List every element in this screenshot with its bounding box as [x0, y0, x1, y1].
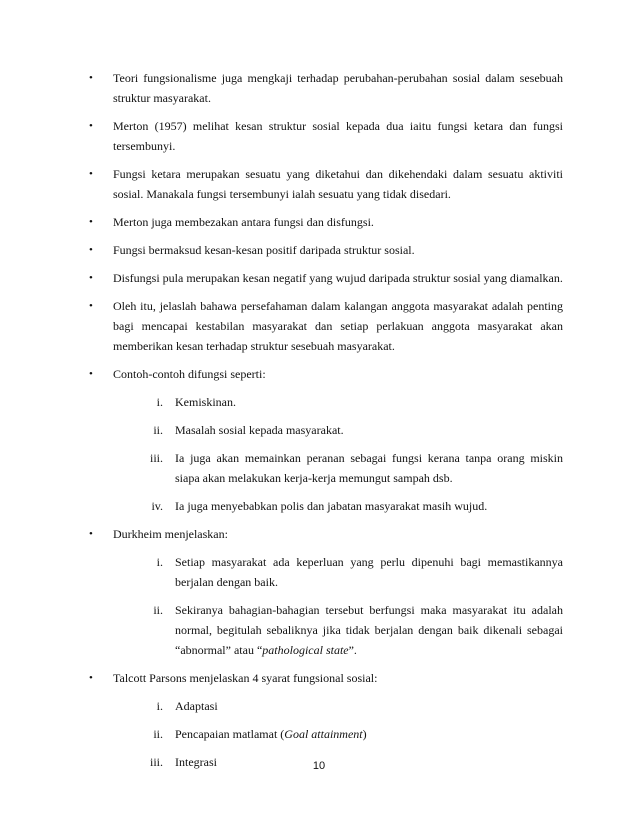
sublist-number: iii.: [149, 755, 163, 769]
page-number: 10: [312, 760, 326, 772]
bullet-text: Oleh itu, jelaslah bahawa persefahaman dalam kalangan anggota masyarakat adalah penting bagi mencapai kestabilan masyarakat dan setiap perlakuan anggota masyarakat akan memberikan kesan terhadap struktur sesebuah masyarakat.: [113, 299, 563, 353]
bullet-icon: •: [89, 72, 93, 84]
bullet-icon: •: [89, 244, 93, 256]
sublist-text-end: ”.: [348, 643, 357, 657]
bullet-icon: •: [89, 216, 93, 228]
sublist-item: [113, 600, 563, 660]
bullet-item: [87, 668, 563, 772]
bullet-icon: •: [89, 528, 93, 540]
bullet-item: [87, 68, 563, 108]
sublist-emphasis: Goal attainment: [284, 727, 363, 741]
bullet-text: Durkheim menjelaskan:: [113, 527, 228, 541]
bullet-text: Fungsi ketara merupakan sesuatu yang diketahui dan dikehendaki dalam sesuatu aktiviti sosial. Manakala fungsi tersembunyi ialah sesuatu yang tidak disedari.: [113, 167, 563, 201]
sublist-text: Pencapaian matlamat (: [175, 727, 285, 741]
sublist-number: ii.: [153, 727, 163, 741]
sublist-item: [113, 392, 563, 412]
sublist-number: ii.: [153, 423, 163, 437]
bullet-item: [87, 296, 563, 356]
bullet-item: [87, 116, 563, 156]
sublist-item: [113, 724, 563, 744]
bullet-icon: •: [89, 672, 93, 684]
numbered-sublist: [113, 392, 563, 516]
bullet-icon: •: [89, 120, 93, 132]
sublist-item: [113, 696, 563, 716]
sublist-text: Ia juga akan memainkan peranan sebagai fungsi kerana tanpa orang miskin siapa akan melakukan kerja-kerja memungut sampah dsb.: [175, 451, 563, 485]
bullet-item: [87, 364, 563, 516]
sublist-text: Kemiskinan.: [175, 395, 236, 409]
sublist-text: Ia juga menyebabkan polis dan jabatan masyarakat masih wujud.: [175, 499, 488, 513]
numbered-sublist: [113, 552, 563, 660]
bullet-icon: •: [89, 368, 93, 380]
sublist-text: Setiap masyarakat ada keperluan yang perlu dipenuhi bagi memastikannya berjalan dengan baik.: [175, 555, 563, 589]
sublist-text: Masalah sosial kepada masyarakat.: [175, 423, 344, 437]
sublist-item: [113, 552, 563, 592]
sublist-number: i.: [156, 699, 163, 713]
sublist-item: [113, 496, 563, 516]
bullet-icon: •: [89, 168, 93, 180]
sublist-number: ii.: [153, 603, 163, 617]
sublist-number: iii.: [149, 451, 163, 465]
sublist-text: Integrasi: [175, 755, 217, 769]
bullet-item: [87, 268, 563, 288]
bullet-text: Fungsi bermaksud kesan-kesan positif daripada struktur sosial.: [113, 243, 415, 257]
bullet-item: [87, 524, 563, 660]
sublist-item: [113, 420, 563, 440]
sublist-text: Adaptasi: [175, 699, 218, 713]
bullet-text: Merton (1957) melihat kesan struktur sosial kepada dua iaitu fungsi ketara dan fungsi tersembunyi.: [113, 119, 563, 153]
sublist-emphasis: pathological state: [262, 643, 349, 657]
sublist-number: i.: [156, 395, 163, 409]
bullet-item: [87, 164, 563, 204]
sublist-text-end: ): [362, 727, 367, 741]
bullet-item: [87, 212, 563, 232]
sublist-text: Sekiranya bahagian-bahagian tersebut berfungsi maka masyarakat itu adalah normal, begitulah sebaliknya jika tidak berjalan dengan baik dikenali sebagai “abnormal” atau “: [175, 603, 563, 657]
bullet-item: [87, 240, 563, 260]
bullet-icon: •: [89, 272, 93, 284]
bullet-text: Teori fungsionalisme juga mengkaji terhadap perubahan-perubahan sosial dalam sesebuah struktur masyarakat.: [113, 71, 563, 105]
bullet-text: Contoh-contoh difungsi seperti:: [113, 367, 266, 381]
sublist-number: iv.: [151, 499, 163, 513]
bullet-text: Talcott Parsons menjelaskan 4 syarat fungsional sosial:: [113, 671, 378, 685]
sublist-number: i.: [156, 555, 163, 569]
bullet-text: Disfungsi pula merupakan kesan negatif yang wujud daripada struktur sosial yang diamalkan.: [113, 271, 563, 285]
sublist-item: [113, 448, 563, 488]
bullet-text: Merton juga membezakan antara fungsi dan disfungsi.: [113, 215, 374, 229]
bullet-icon: •: [89, 300, 93, 312]
bullet-list: [87, 68, 563, 780]
